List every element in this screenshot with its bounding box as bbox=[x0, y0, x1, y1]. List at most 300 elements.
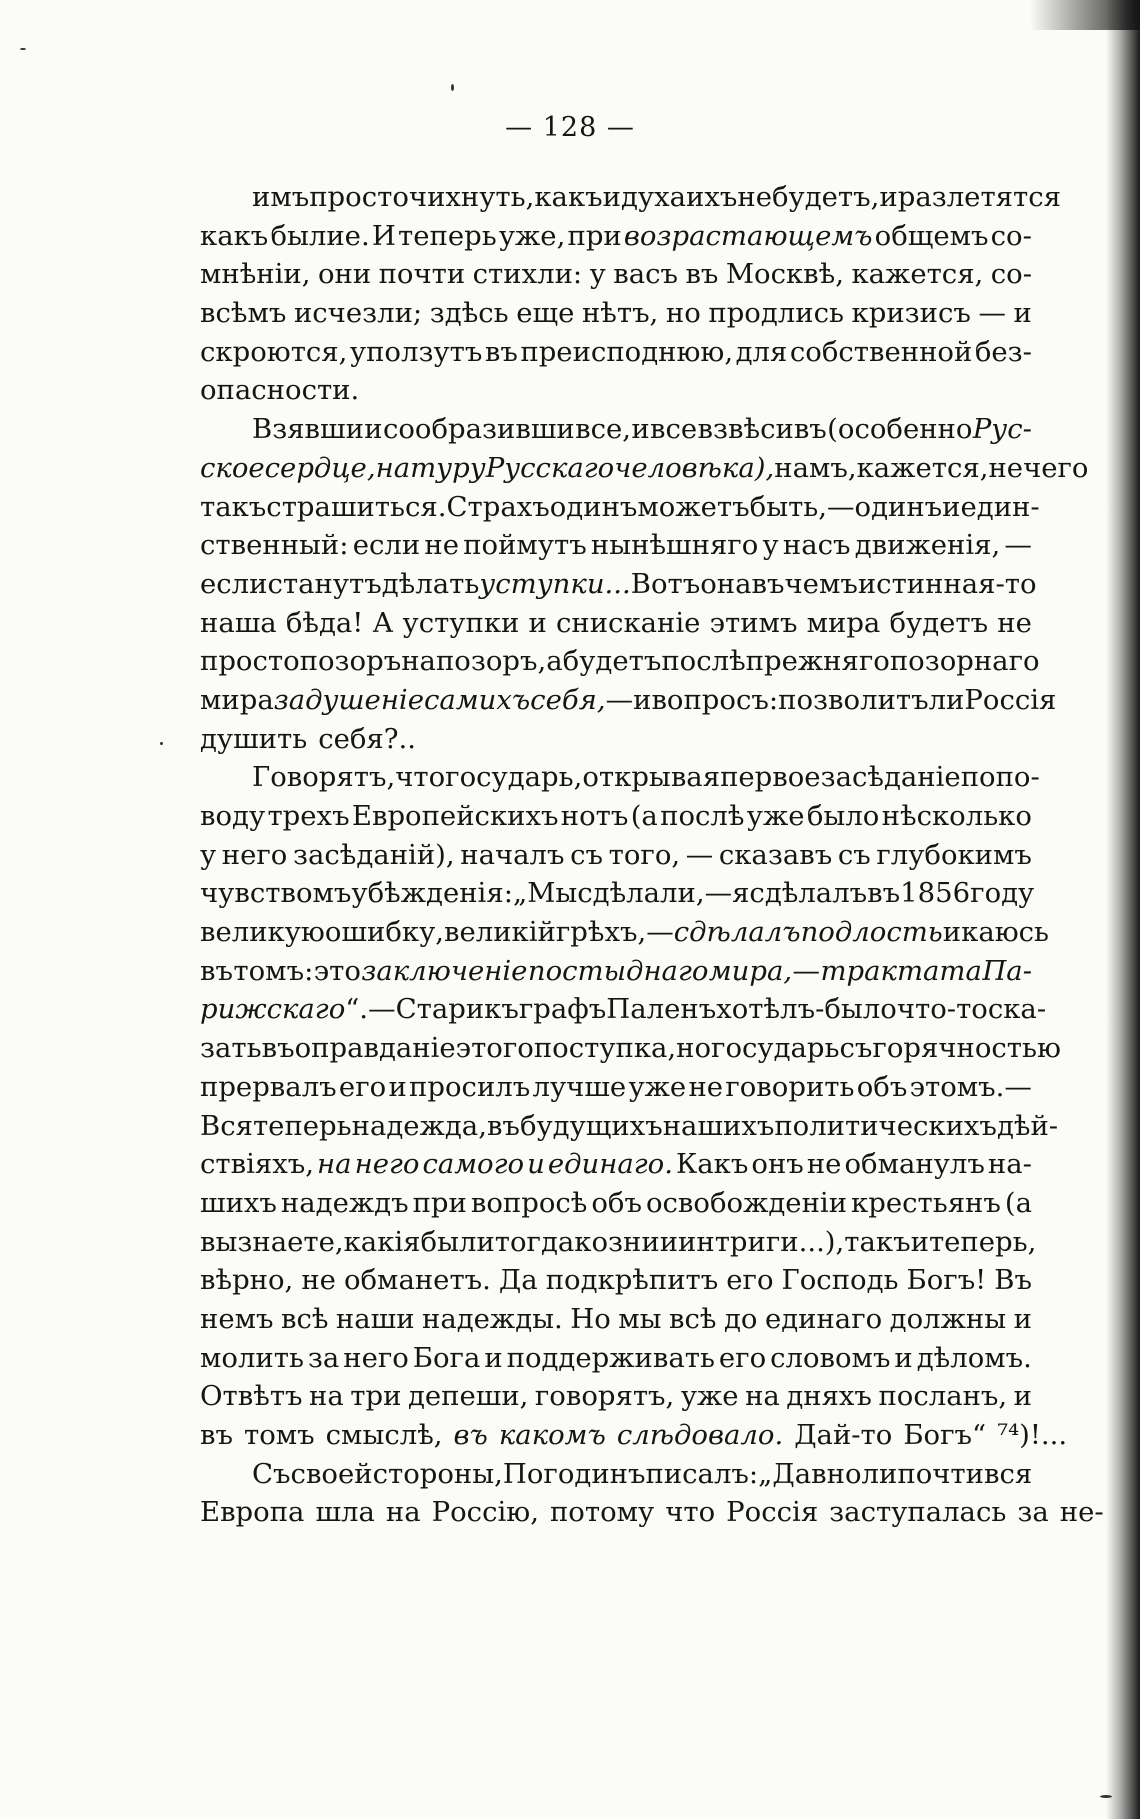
word: его bbox=[338, 1070, 387, 1103]
word: наша bbox=[200, 606, 277, 639]
word: него bbox=[354, 1148, 420, 1181]
word: — bbox=[1004, 529, 1032, 562]
word: каюсь bbox=[961, 916, 1050, 949]
word: въ bbox=[751, 567, 785, 600]
word: чувствомъ bbox=[200, 877, 352, 910]
word: по- bbox=[995, 761, 1040, 794]
word: продлись bbox=[708, 297, 844, 330]
word: въ bbox=[200, 954, 233, 987]
word: сдѣлалъ bbox=[749, 877, 868, 910]
word: поступка, bbox=[533, 1032, 677, 1065]
word: съ bbox=[837, 838, 871, 871]
word: ли bbox=[928, 683, 965, 716]
word: дѣй- bbox=[996, 1109, 1059, 1142]
text-line bbox=[200, 449, 1089, 488]
word: въ bbox=[200, 1419, 233, 1451]
word: собственной bbox=[789, 335, 973, 368]
text-line bbox=[200, 1493, 1104, 1532]
word: не bbox=[301, 1264, 336, 1297]
paragraph bbox=[200, 1455, 1104, 1532]
word: постыднаго bbox=[527, 954, 709, 987]
word: и bbox=[528, 606, 547, 639]
word: но bbox=[676, 1032, 712, 1065]
word: всѣ bbox=[669, 1302, 717, 1335]
text-line bbox=[200, 952, 1032, 991]
word: быть,—одинъ bbox=[749, 490, 943, 523]
text-line bbox=[200, 333, 1032, 372]
word: объ bbox=[591, 1186, 642, 1219]
word: не bbox=[737, 181, 772, 213]
word: мнѣніи, bbox=[200, 258, 311, 291]
word: кажется, bbox=[856, 451, 989, 484]
word: общемъ bbox=[874, 219, 989, 252]
word: человѣка), bbox=[614, 451, 775, 484]
word: просто bbox=[200, 645, 300, 678]
text-line bbox=[200, 1416, 1068, 1455]
text-line bbox=[200, 178, 1061, 217]
word: Старикъ bbox=[395, 993, 519, 1026]
word: засѣданіе bbox=[820, 761, 961, 794]
word: дняхъ bbox=[786, 1380, 872, 1413]
text-line bbox=[200, 758, 1040, 797]
word: истинная-то bbox=[857, 567, 1037, 600]
word: какомъ bbox=[498, 1419, 606, 1451]
word: всѣ bbox=[280, 1302, 329, 1335]
word: горячностью bbox=[872, 1032, 1061, 1065]
word: зать bbox=[200, 1032, 262, 1065]
word: на bbox=[309, 1380, 344, 1413]
word: ское bbox=[200, 451, 265, 484]
word: у bbox=[762, 529, 779, 562]
word: и bbox=[1013, 297, 1032, 330]
word: съ bbox=[839, 1032, 873, 1065]
word: будущихъ bbox=[519, 1109, 663, 1142]
page-number: — 128 — bbox=[505, 112, 635, 143]
word: сказавъ bbox=[718, 838, 833, 871]
word: — bbox=[792, 954, 821, 987]
text-line bbox=[200, 294, 1032, 333]
word: поддерживать bbox=[506, 1341, 715, 1374]
word: на bbox=[317, 1148, 352, 1181]
word: у bbox=[589, 258, 606, 291]
word: что-то bbox=[896, 993, 988, 1026]
word: великую bbox=[200, 916, 325, 949]
word: и bbox=[659, 1225, 679, 1258]
word: трактата bbox=[820, 954, 982, 987]
text-line bbox=[200, 565, 1037, 604]
text-line bbox=[200, 720, 1032, 759]
word: Паленъ bbox=[606, 993, 717, 1026]
word: и bbox=[388, 1070, 407, 1103]
word: что bbox=[395, 761, 446, 794]
ink-speck bbox=[1100, 1795, 1112, 1798]
text-line bbox=[200, 1261, 1032, 1300]
word: 1856 bbox=[900, 877, 971, 910]
word: со- bbox=[990, 219, 1032, 252]
word: просто bbox=[309, 181, 409, 213]
word: уже, bbox=[498, 219, 566, 252]
word: слѣдовало. bbox=[616, 1419, 784, 1451]
word: Въ bbox=[994, 1264, 1032, 1297]
word: нѣсколько bbox=[881, 800, 1032, 832]
word: все, bbox=[575, 413, 631, 446]
word: нынѣшняго bbox=[590, 529, 759, 562]
word: если bbox=[352, 529, 421, 562]
text-line bbox=[200, 1300, 1032, 1339]
text-line bbox=[200, 1223, 1037, 1262]
word: въ bbox=[685, 258, 719, 291]
text-line bbox=[200, 255, 1032, 294]
word: наши bbox=[335, 1302, 415, 1335]
word: шихъ bbox=[200, 1186, 277, 1219]
word: единаго bbox=[764, 1302, 883, 1335]
word: того, bbox=[608, 838, 681, 871]
word: Па- bbox=[982, 954, 1032, 987]
text-line bbox=[200, 642, 1040, 681]
word: (а bbox=[1004, 1186, 1032, 1219]
word: воду bbox=[200, 800, 266, 832]
word: сдѣлалъ bbox=[673, 916, 801, 949]
word: натуру bbox=[375, 451, 486, 484]
text-line bbox=[200, 217, 1032, 256]
word: самихъ bbox=[424, 683, 531, 716]
word: намъ, bbox=[774, 451, 857, 484]
word: немъ bbox=[200, 1302, 274, 1335]
text-line bbox=[200, 1184, 1032, 1223]
word: посланъ, bbox=[878, 1380, 1008, 1413]
word: мира bbox=[806, 606, 881, 639]
word: какія bbox=[343, 1225, 421, 1258]
word: этимъ bbox=[709, 606, 798, 639]
word: на bbox=[745, 1380, 780, 1413]
word: Богъ! bbox=[906, 1264, 987, 1297]
word: стихли: bbox=[472, 258, 583, 291]
word: три bbox=[350, 1380, 402, 1413]
word: Отвѣтъ bbox=[200, 1380, 303, 1413]
word: государь bbox=[711, 1032, 840, 1065]
word: — bbox=[646, 916, 674, 949]
word: Европа bbox=[200, 1496, 305, 1529]
text-line bbox=[200, 488, 1040, 527]
word: надежды. bbox=[422, 1302, 563, 1335]
word: для bbox=[735, 335, 788, 368]
text-line bbox=[200, 797, 1032, 836]
word: а bbox=[546, 645, 563, 678]
word: съ bbox=[570, 838, 604, 871]
word: и bbox=[910, 1225, 929, 1258]
word: молить bbox=[200, 1341, 304, 1374]
word: мира bbox=[200, 683, 274, 716]
word: сердце, bbox=[264, 451, 376, 484]
word: А bbox=[372, 606, 394, 639]
word: теперь, bbox=[928, 1225, 1037, 1258]
word: дѣлать bbox=[381, 567, 480, 600]
word: уползутъ bbox=[349, 335, 483, 368]
word: трехъ bbox=[267, 800, 350, 832]
word: Говорятъ, bbox=[252, 761, 396, 794]
word: убѣжденія: bbox=[351, 877, 513, 910]
word: крестьянъ bbox=[851, 1186, 1001, 1219]
word: Россія bbox=[964, 683, 1057, 716]
word: при bbox=[412, 1186, 467, 1219]
word: Европейскихъ bbox=[351, 800, 559, 832]
word: ли bbox=[861, 1457, 898, 1490]
word: объ bbox=[856, 1070, 908, 1103]
word: не bbox=[688, 1070, 724, 1103]
word: движенія, bbox=[854, 529, 1001, 562]
word: нечего bbox=[988, 451, 1089, 484]
word: Взявши bbox=[252, 413, 364, 446]
word: „Мы bbox=[512, 877, 578, 910]
word: знаете, bbox=[237, 1225, 344, 1258]
word: Погодинъ bbox=[502, 1457, 646, 1490]
body-text bbox=[200, 178, 1104, 1532]
word: Москвѣ, bbox=[725, 258, 844, 291]
word: и bbox=[364, 413, 383, 446]
word: Вотъ bbox=[630, 567, 701, 600]
word: Страхъ bbox=[446, 490, 550, 523]
word: этомъ.— bbox=[909, 1070, 1032, 1103]
word: рижскаго bbox=[200, 993, 346, 1026]
word: великій bbox=[444, 916, 556, 949]
word: лучше bbox=[532, 1070, 627, 1103]
word: въ bbox=[486, 1109, 520, 1142]
word: еще bbox=[516, 297, 575, 330]
word: него bbox=[343, 1341, 409, 1374]
word: ошибку, bbox=[324, 916, 444, 949]
word: исчезли; bbox=[293, 297, 423, 330]
word: началъ bbox=[460, 838, 565, 871]
text-line bbox=[200, 1145, 1032, 1184]
word: и bbox=[942, 490, 961, 523]
word: словомъ bbox=[770, 1341, 891, 1374]
word: “. bbox=[345, 993, 369, 1026]
word: какъ bbox=[200, 219, 269, 252]
word: стороны, bbox=[372, 1457, 503, 1490]
word: заступалась bbox=[829, 1496, 1007, 1529]
word: скроются, bbox=[200, 335, 348, 368]
word: здѣсь bbox=[429, 297, 509, 330]
word: — bbox=[978, 297, 1006, 330]
word: ствіяхъ, bbox=[200, 1148, 314, 1181]
word: кризисъ bbox=[851, 297, 971, 330]
word: вопросѣ bbox=[470, 1186, 588, 1219]
word: мы bbox=[618, 1302, 662, 1335]
word: и bbox=[631, 413, 650, 446]
ink-speck bbox=[160, 742, 163, 745]
word: говорить bbox=[725, 1070, 855, 1103]
word: опасности. bbox=[200, 374, 360, 407]
word: —и bbox=[605, 683, 652, 716]
word: если bbox=[200, 567, 268, 600]
word: нашихъ bbox=[662, 1109, 775, 1142]
word: не bbox=[806, 1148, 842, 1181]
word: снисканіе bbox=[556, 606, 701, 639]
word: ственный: bbox=[200, 529, 349, 562]
text-line bbox=[200, 1339, 1032, 1378]
word: позоръ bbox=[299, 645, 402, 678]
word: грѣхъ, bbox=[555, 916, 647, 949]
word: задушеніе bbox=[273, 683, 425, 716]
word: былие. bbox=[270, 219, 370, 252]
word: надежда, bbox=[351, 1109, 487, 1142]
text-line bbox=[200, 913, 1050, 952]
text-line bbox=[200, 410, 1032, 449]
text-line bbox=[200, 1068, 1032, 1107]
word: будетъ, bbox=[771, 181, 880, 213]
word: поймутъ bbox=[463, 529, 587, 562]
word: въ bbox=[261, 1032, 295, 1065]
word: тогда bbox=[494, 1225, 575, 1258]
page-corner-shadow bbox=[1030, 0, 1140, 30]
word: все bbox=[650, 413, 698, 446]
word: — bbox=[368, 993, 396, 1026]
word: „Давно bbox=[758, 1457, 862, 1490]
word: просилъ bbox=[409, 1070, 531, 1103]
word: томъ: bbox=[233, 954, 314, 987]
word: бѣда! bbox=[285, 606, 364, 639]
word: потому bbox=[549, 1496, 655, 1529]
word: послѣ bbox=[660, 800, 745, 832]
word: его bbox=[726, 1264, 774, 1297]
word: станутъ bbox=[267, 567, 382, 600]
text-line bbox=[200, 836, 1032, 875]
word: можетъ bbox=[637, 490, 750, 523]
word: шла bbox=[315, 1496, 375, 1529]
word: Русскаго bbox=[485, 451, 615, 484]
word: ихъ bbox=[686, 181, 738, 213]
word: но bbox=[665, 297, 701, 330]
word: Рус- bbox=[972, 413, 1032, 446]
word: теперь bbox=[398, 219, 497, 252]
word: Россія bbox=[726, 1496, 819, 1529]
word: этого bbox=[455, 1032, 534, 1065]
word: обманетъ. bbox=[343, 1264, 491, 1297]
word: уступки... bbox=[479, 567, 631, 600]
word: за bbox=[307, 1341, 340, 1374]
word: были bbox=[420, 1225, 495, 1258]
word: заключеніе bbox=[361, 954, 528, 987]
word: почти bbox=[897, 1457, 984, 1490]
text-line bbox=[200, 604, 1032, 643]
word: позоръ, bbox=[435, 645, 547, 678]
word: сообразивши bbox=[382, 413, 575, 446]
word: кажется, bbox=[851, 258, 984, 291]
word: Бога bbox=[412, 1341, 481, 1374]
word: освобожденіи bbox=[645, 1186, 848, 1219]
word: такъ bbox=[200, 490, 267, 523]
word: депеши, bbox=[407, 1380, 529, 1413]
word: теперь bbox=[252, 1109, 352, 1142]
word: обманулъ bbox=[844, 1148, 985, 1181]
word: и bbox=[942, 916, 962, 949]
word: подкрѣпитъ bbox=[545, 1264, 719, 1297]
word: и bbox=[1013, 1380, 1032, 1413]
word: ска- bbox=[987, 993, 1047, 1026]
word: душить bbox=[200, 722, 308, 755]
word: въ bbox=[453, 1419, 488, 1451]
word: засѣданій), bbox=[292, 838, 455, 871]
word: графъ bbox=[518, 993, 607, 1026]
word: уступки bbox=[402, 606, 520, 639]
word: и bbox=[879, 181, 898, 213]
word: было bbox=[806, 800, 880, 832]
word: возрастающемъ bbox=[623, 219, 873, 252]
word: и bbox=[602, 181, 621, 213]
word: у bbox=[200, 838, 217, 871]
ink-speck bbox=[20, 48, 26, 50]
word: будетъ bbox=[562, 645, 662, 678]
word: дѣломъ. bbox=[916, 1341, 1032, 1374]
word: глубокимъ bbox=[876, 838, 1032, 871]
text-line bbox=[200, 1029, 1061, 1068]
word: одинъ bbox=[549, 490, 638, 523]
ink-speck bbox=[451, 84, 454, 91]
word: нѣтъ, bbox=[581, 297, 659, 330]
word: преисподнюю, bbox=[520, 335, 734, 368]
word: позволитъ bbox=[778, 683, 929, 716]
word: себя?.. bbox=[318, 722, 417, 755]
word: насъ bbox=[782, 529, 851, 562]
word: не bbox=[997, 606, 1032, 639]
word: смыслѣ, bbox=[325, 1419, 443, 1451]
word: — bbox=[685, 838, 714, 871]
word: взвѣсивъ bbox=[697, 413, 827, 446]
text-line bbox=[200, 681, 1057, 720]
text-line bbox=[200, 1377, 1032, 1416]
word: чемъ bbox=[784, 567, 858, 600]
word: интриги...), bbox=[678, 1225, 845, 1258]
paragraph bbox=[200, 178, 1061, 410]
word: почти bbox=[378, 258, 466, 291]
word: Господь bbox=[781, 1264, 899, 1297]
word: на bbox=[385, 1496, 421, 1529]
word: своей bbox=[290, 1457, 373, 1490]
word: Вся bbox=[200, 1109, 253, 1142]
word: не bbox=[424, 529, 460, 562]
word: него bbox=[221, 838, 288, 871]
word: въ bbox=[484, 335, 518, 368]
word: себя, bbox=[530, 683, 606, 716]
word: открывая bbox=[582, 761, 721, 794]
word: политическихъ bbox=[774, 1109, 997, 1142]
word: Съ bbox=[252, 1457, 291, 1490]
word: послѣ bbox=[661, 645, 746, 678]
word: Богъ“ bbox=[903, 1419, 987, 1451]
word: уже bbox=[680, 1380, 739, 1413]
word: прервалъ bbox=[200, 1070, 337, 1103]
word: это bbox=[313, 954, 361, 987]
word: Но bbox=[570, 1302, 611, 1335]
word: томъ bbox=[243, 1419, 315, 1451]
word: Россію, bbox=[431, 1496, 539, 1529]
word: такъ bbox=[844, 1225, 911, 1258]
word: до bbox=[723, 1302, 758, 1335]
text-line bbox=[200, 874, 1035, 913]
word: разлетятся bbox=[897, 181, 1061, 213]
page-edge-shadow bbox=[1106, 0, 1140, 1819]
word: позорнаго bbox=[889, 645, 1040, 678]
word: мира, bbox=[708, 954, 793, 987]
word: хотѣлъ-было bbox=[716, 993, 897, 1026]
word: И bbox=[371, 219, 396, 252]
word: не- bbox=[1059, 1496, 1104, 1529]
word: по bbox=[960, 761, 996, 794]
word: его bbox=[718, 1341, 767, 1374]
word: уже bbox=[746, 800, 805, 832]
word: вся bbox=[983, 1457, 1033, 1490]
word: она bbox=[700, 567, 752, 600]
